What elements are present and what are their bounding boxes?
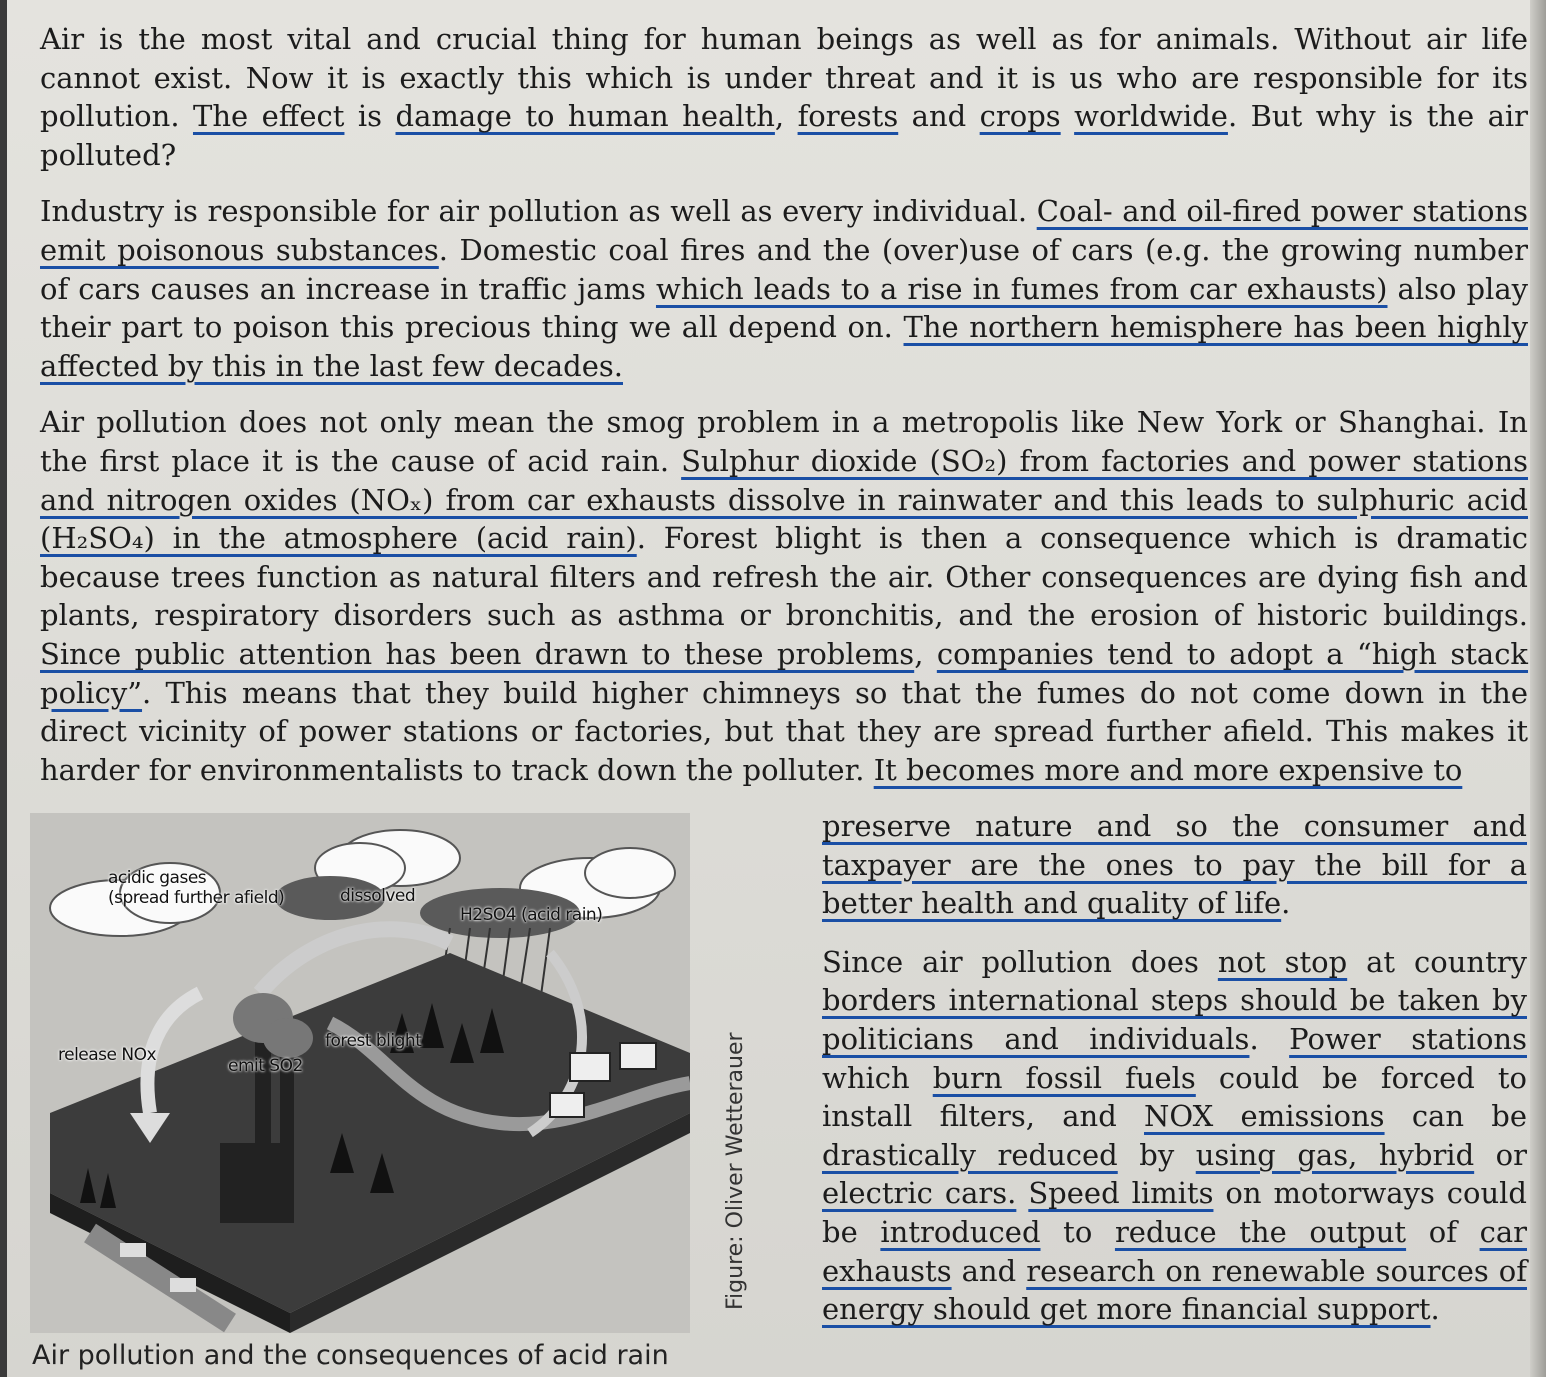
article-text	[40, 20, 1528, 807]
text-span: . But why is the air polluted?	[40, 99, 1529, 172]
text-span: . This means that they build higher chimneys so that the fumes do not come down in the direct vicinity of power stations or factories, but that they are spread further afield. This makes it harder for environmentalists to track down the polluter.	[40, 675, 1528, 787]
underlined-text: It becomes more and more expensive to	[873, 752, 1463, 787]
text-span: to	[1040, 1214, 1115, 1249]
text-span: on motorways could be	[822, 1176, 1528, 1249]
underlined-text: NOX emissions	[1144, 1099, 1385, 1134]
label-h2so4-acid-rain: H2SO4 (acid rain)	[460, 905, 603, 925]
paragraph-2	[40, 192, 1528, 385]
underlined-text: research on renewable sources of energy should get more financial support	[822, 1253, 1527, 1327]
underlined-text: companies tend to adopt a “high stack policy”	[40, 636, 1529, 710]
text-span: at country	[1347, 944, 1527, 979]
text-span: could be forced to install filters, and	[822, 1060, 1527, 1134]
text-span: and	[951, 1253, 1027, 1288]
figure-credit: Figure: Oliver Wetterauer	[723, 1032, 748, 1310]
underlined-text: burn fossil fuels	[932, 1060, 1196, 1095]
label-release-nox: release NOx	[58, 1045, 157, 1065]
text-span: ,	[914, 636, 937, 671]
paragraph-4	[822, 943, 1527, 1329]
underlined-text: Since public attention has been drawn to these problems	[40, 636, 915, 671]
underlined-text: The northern hemisphere has been highly affected by this in the last few decades.	[40, 310, 1528, 383]
underlined-text: borders international steps should be taken by politicians and individuals	[822, 983, 1527, 1056]
text-span: . Domestic coal fires and the (over)use of cars (e.g. the growing number of cars causes an increase in traffic jams	[40, 232, 1529, 306]
underlined-text: not stop	[1217, 944, 1348, 979]
text-span: or	[1474, 1137, 1527, 1172]
underlined-text: Power stations	[1289, 1021, 1527, 1056]
underlined-text: reduce the output	[1114, 1214, 1407, 1249]
page-left-edge	[0, 0, 7, 1377]
text-span: .	[1249, 1021, 1290, 1056]
text-span: also play their part to poison this precious thing we all depend on.	[40, 271, 1528, 345]
text-span: is	[344, 99, 396, 134]
label-emit-so2: emit SO2	[228, 1056, 303, 1076]
text-span: .	[1430, 1292, 1440, 1327]
figure-caption: Air pollution and the consequences of acid rain	[32, 1340, 669, 1371]
underlined-text: which leads to a rise in fumes from car exhausts)	[655, 271, 1388, 306]
underlined-text: car exhausts	[822, 1214, 1527, 1288]
underlined-text: Speed limits	[1028, 1176, 1214, 1211]
underlined-text: introduced	[880, 1214, 1041, 1249]
text-span: Air pollution does not only mean the smog problem in a metropolis like New York or Shanghai. In the first place it is the cause of acid rain.	[40, 405, 1528, 478]
underlined-text: worldwide	[1074, 99, 1228, 134]
text-span: Industry is responsible for air pollution as well as every individual.	[40, 194, 1037, 229]
text-span: of	[1406, 1214, 1480, 1249]
paragraph-3-continued	[822, 807, 1527, 923]
page-right-edge	[1530, 0, 1546, 1377]
label-acidic-gases: acidic gases	[108, 868, 207, 888]
text-span: ,	[774, 99, 798, 134]
underlined-text: forests	[797, 99, 899, 134]
label-forest-blight: forest blight	[325, 1031, 422, 1051]
underlined-text: Coal- and oil-fired power stations emit poisonous substances	[40, 194, 1528, 267]
underlined-text: damage to human health	[395, 99, 775, 134]
paragraph-1	[40, 20, 1528, 174]
text-span: and	[898, 99, 980, 134]
text-span	[1016, 1176, 1028, 1210]
paragraph-3	[40, 403, 1528, 789]
text-span: Air is the most vital and crucial thing for human beings as well as for animals. Without air life cannot exist. Now it is exactly this which is under threat and it is us who are responsible for its pollution.	[40, 22, 1528, 134]
underlined-text: electric cars.	[822, 1176, 1017, 1211]
acid-rain-illustration	[30, 813, 690, 1333]
text-span: .	[1281, 886, 1291, 921]
underlined-text: Sulphur dioxide (SO₂) from factories and power stations and nitrogen oxides (NOₓ) from car exhausts dissolve in rainwater and this leads to sulphuric acid (H₂SO₄) in the atmosphere (acid rain)	[40, 443, 1529, 556]
text-span: can be	[1384, 1099, 1528, 1134]
underlined-text: using gas, hybrid	[1195, 1137, 1475, 1172]
underlined-text: drastically reduced	[822, 1137, 1118, 1172]
label-dissolved: dissolved	[340, 886, 416, 906]
right-column-text	[822, 807, 1527, 1349]
label-spread-further: (spread further afield)	[108, 888, 285, 908]
text-span: by	[1117, 1137, 1196, 1172]
text-span: . Forest blight is then a consequence which is dramatic because trees function as natural filters and refresh the air. Other consequences are dying fish and plants, respiratory disorders such as asthma or bronchitis, and the erosion of historic buildings.	[40, 521, 1528, 633]
text-span: which	[822, 1060, 933, 1095]
text-span: Since air pollution does	[822, 944, 1218, 979]
underlined-text: The effect	[192, 99, 345, 134]
underlined-text: crops	[979, 99, 1061, 134]
underlined-text: preserve nature and so the consumer and taxpayer are the ones to pay the bill for a better health and quality of life	[822, 809, 1527, 921]
text-span	[1061, 99, 1074, 133]
